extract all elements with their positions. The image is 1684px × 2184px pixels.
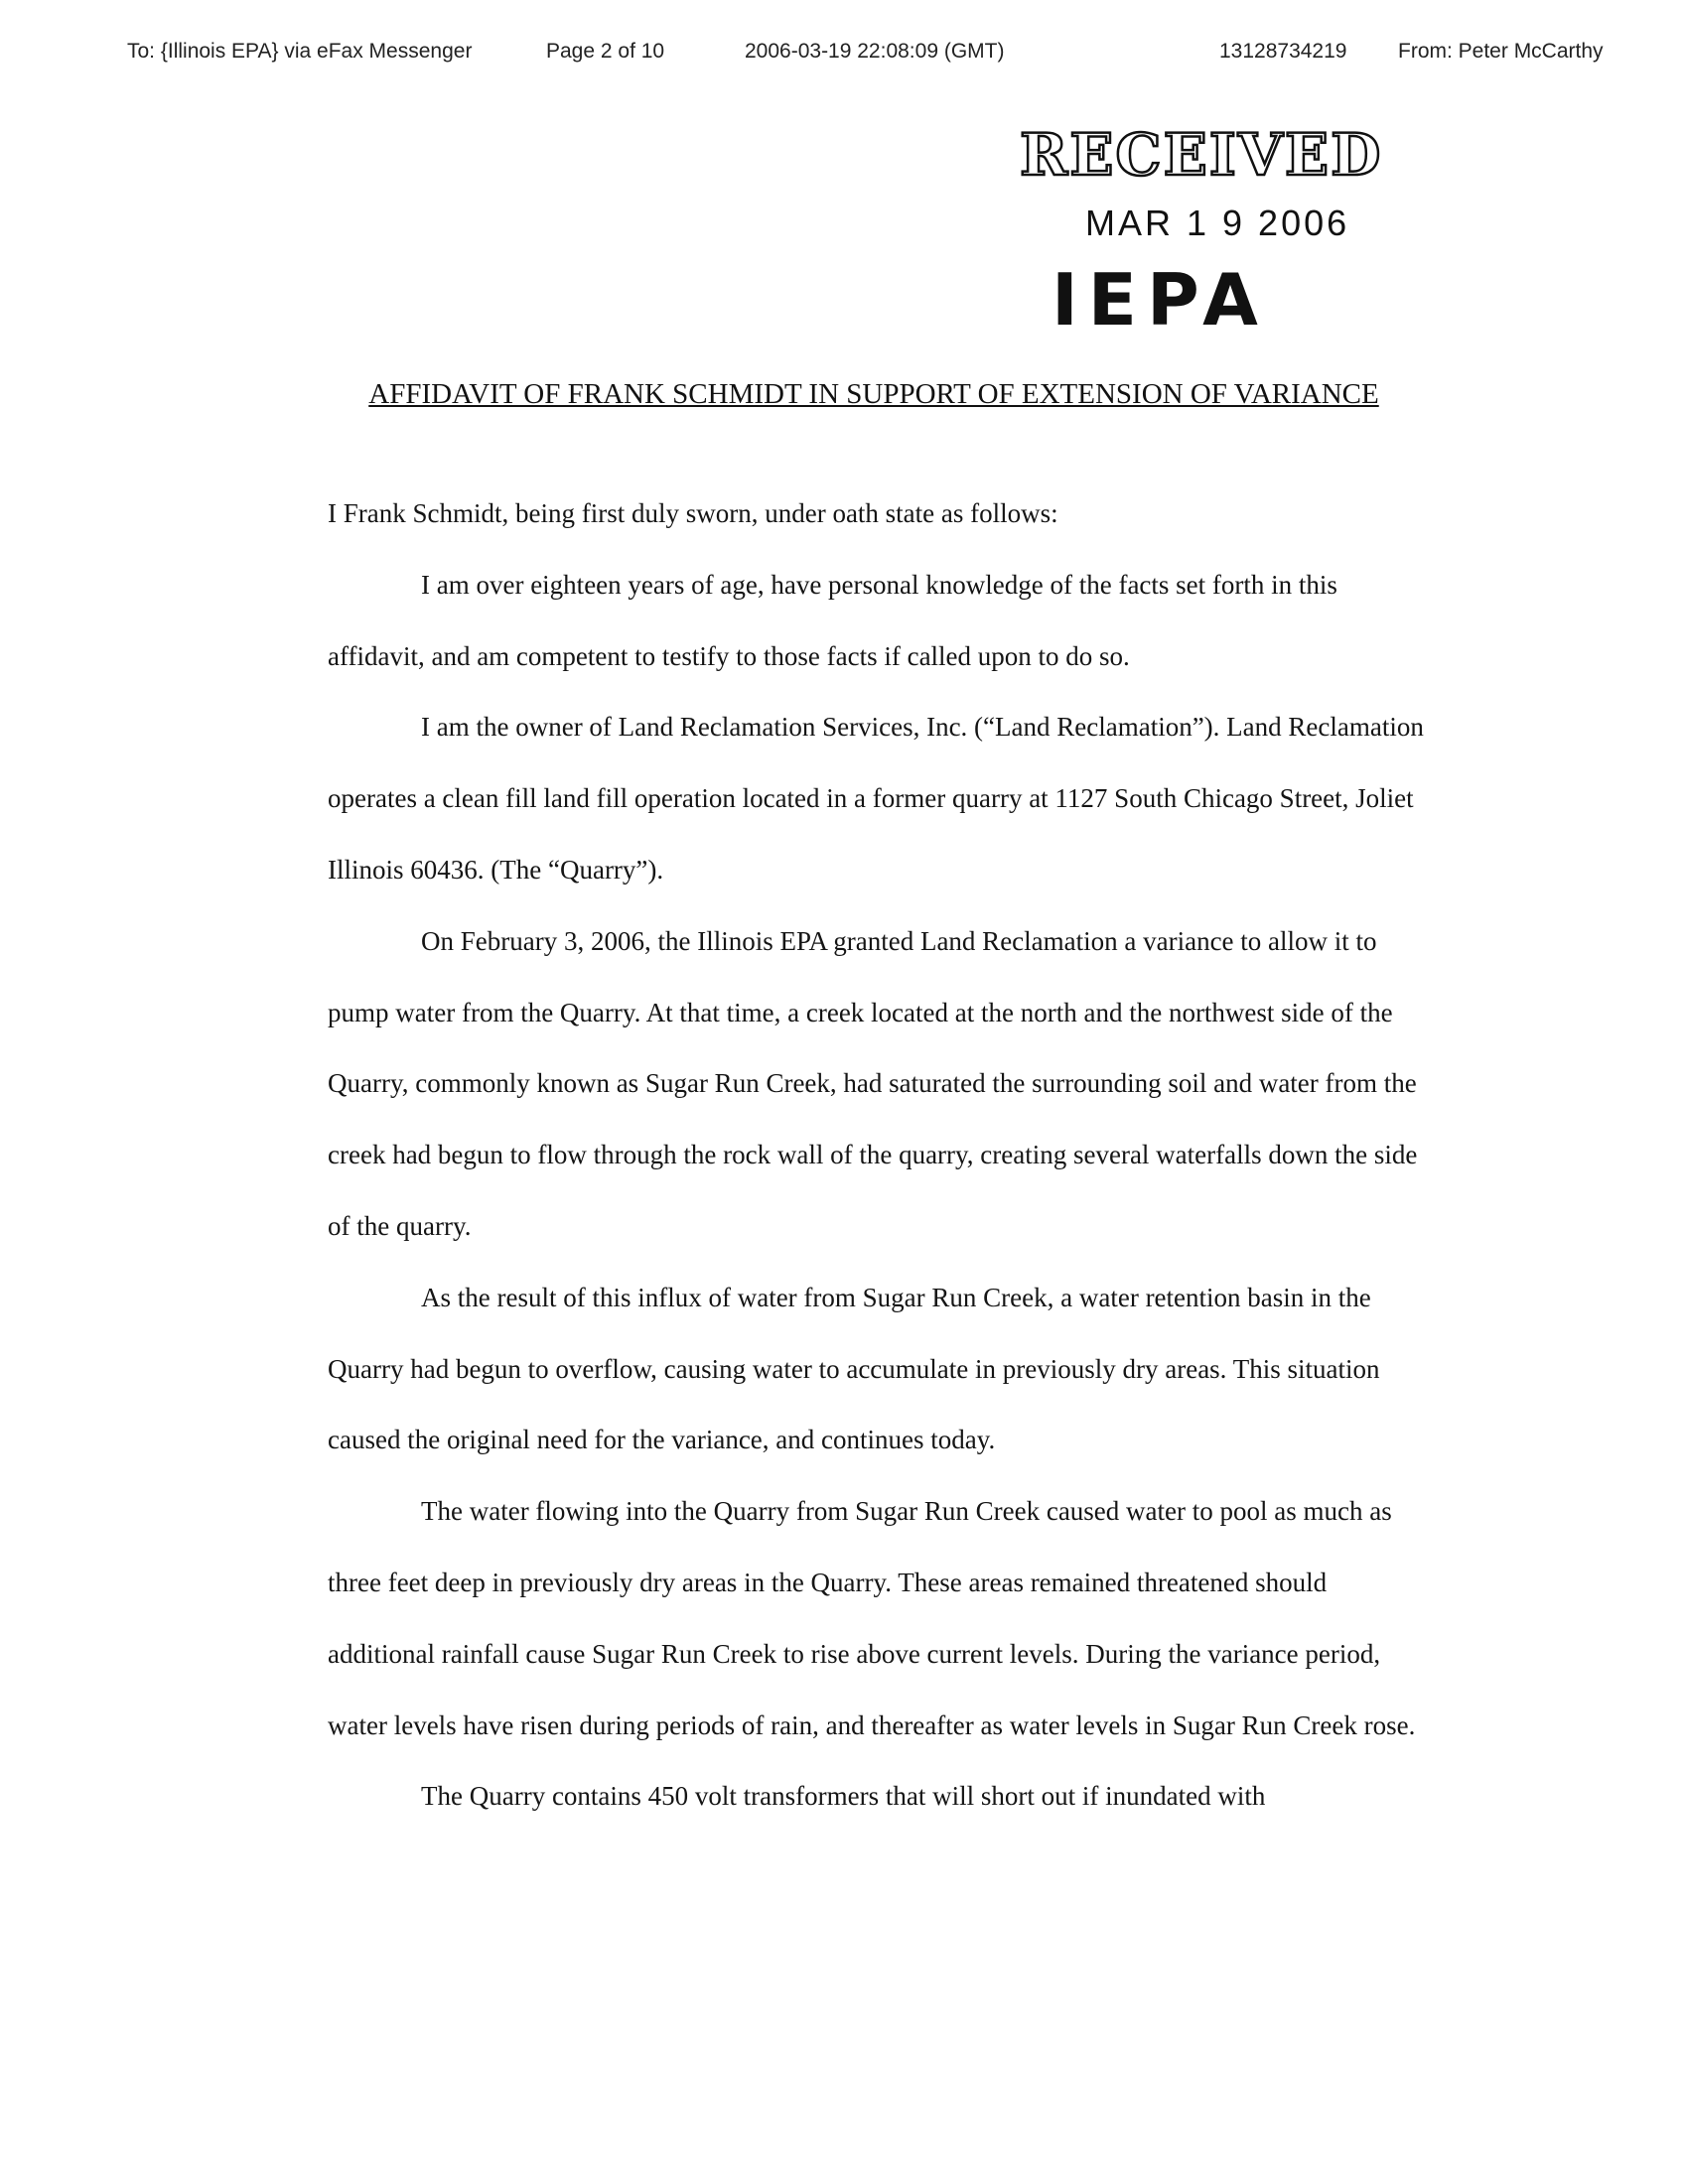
- document-title: AFFIDAVIT OF FRANK SCHMIDT IN SUPPORT OF EXTENSION OF VARIANCE: [368, 378, 1379, 410]
- oath-statement: I Frank Schmidt, being first duly sworn, under oath state as follows:: [328, 498, 1058, 528]
- paragraph-ownership: I am the owner of Land Reclamation Services, Inc. (“Land Reclamation”). Land Reclamation operates a clean fill land fill operation located in a former quarry at 1127 South Chicago Street, Joliet Illinois 60436. (The “Quarry”).: [328, 712, 1424, 885]
- received-stamp: [1008, 117, 1383, 345]
- paragraph-transformers: The Quarry contains 450 volt transformers that will short out if inundated with: [421, 1781, 1266, 1812]
- document-body: [328, 478, 1435, 1833]
- fax-datetime: 2006-03-19 22:08:09 (GMT): [745, 40, 1005, 63]
- paragraph-competence: I am over eighteen years of age, have personal knowledge of the facts set forth in this affidavit, and am competent to testify to those facts if called upon to do so.: [328, 569, 1337, 671]
- paragraph-variance-grant: On February 3, 2006, the Illinois EPA granted Land Reclamation a variance to allow it to pump water from the Quarry. At that time, a creek located at the north and the northwest side of the Quarry, commonly known as Sugar Run Creek, had saturated the surrounding soil and water from the creek had begun to flow through the rock wall of the quarry, creating several waterfalls down the side of the quarry.: [328, 925, 1418, 1241]
- stamp-agency-logo: IEPA: [1052, 258, 1268, 341]
- stamp-received-text: RECEIVED: [1020, 121, 1383, 189]
- paragraph-water-pooling: The water flowing into the Quarry from Sugar Run Creek caused water to pool as much as three feet deep in previously dry areas in the Quarry. These areas remained threatened should additional rainfall cause Sugar Run Creek to rise above current levels. During the variance period, water levels have risen during periods of rain, and thereafter as water levels in Sugar Run Creek rose.: [328, 1496, 1416, 1740]
- fax-sender: From: Peter McCarthy: [1398, 40, 1604, 63]
- fax-header: [127, 40, 1607, 73]
- paragraph-influx: As the result of this influx of water from Sugar Run Creek, a water retention basin in the Quarry had begun to overflow, causing water to accumulate in previously dry areas. This situation caused the original need for the variance, and continues today.: [328, 1282, 1380, 1455]
- fax-recipient: To: {Illinois EPA} via eFax Messenger: [127, 40, 473, 63]
- fax-phone-number: 13128734219: [1219, 40, 1347, 63]
- fax-page-number: Page 2 of 10: [546, 40, 665, 63]
- stamp-date: MAR 1 9 2006: [1085, 203, 1350, 243]
